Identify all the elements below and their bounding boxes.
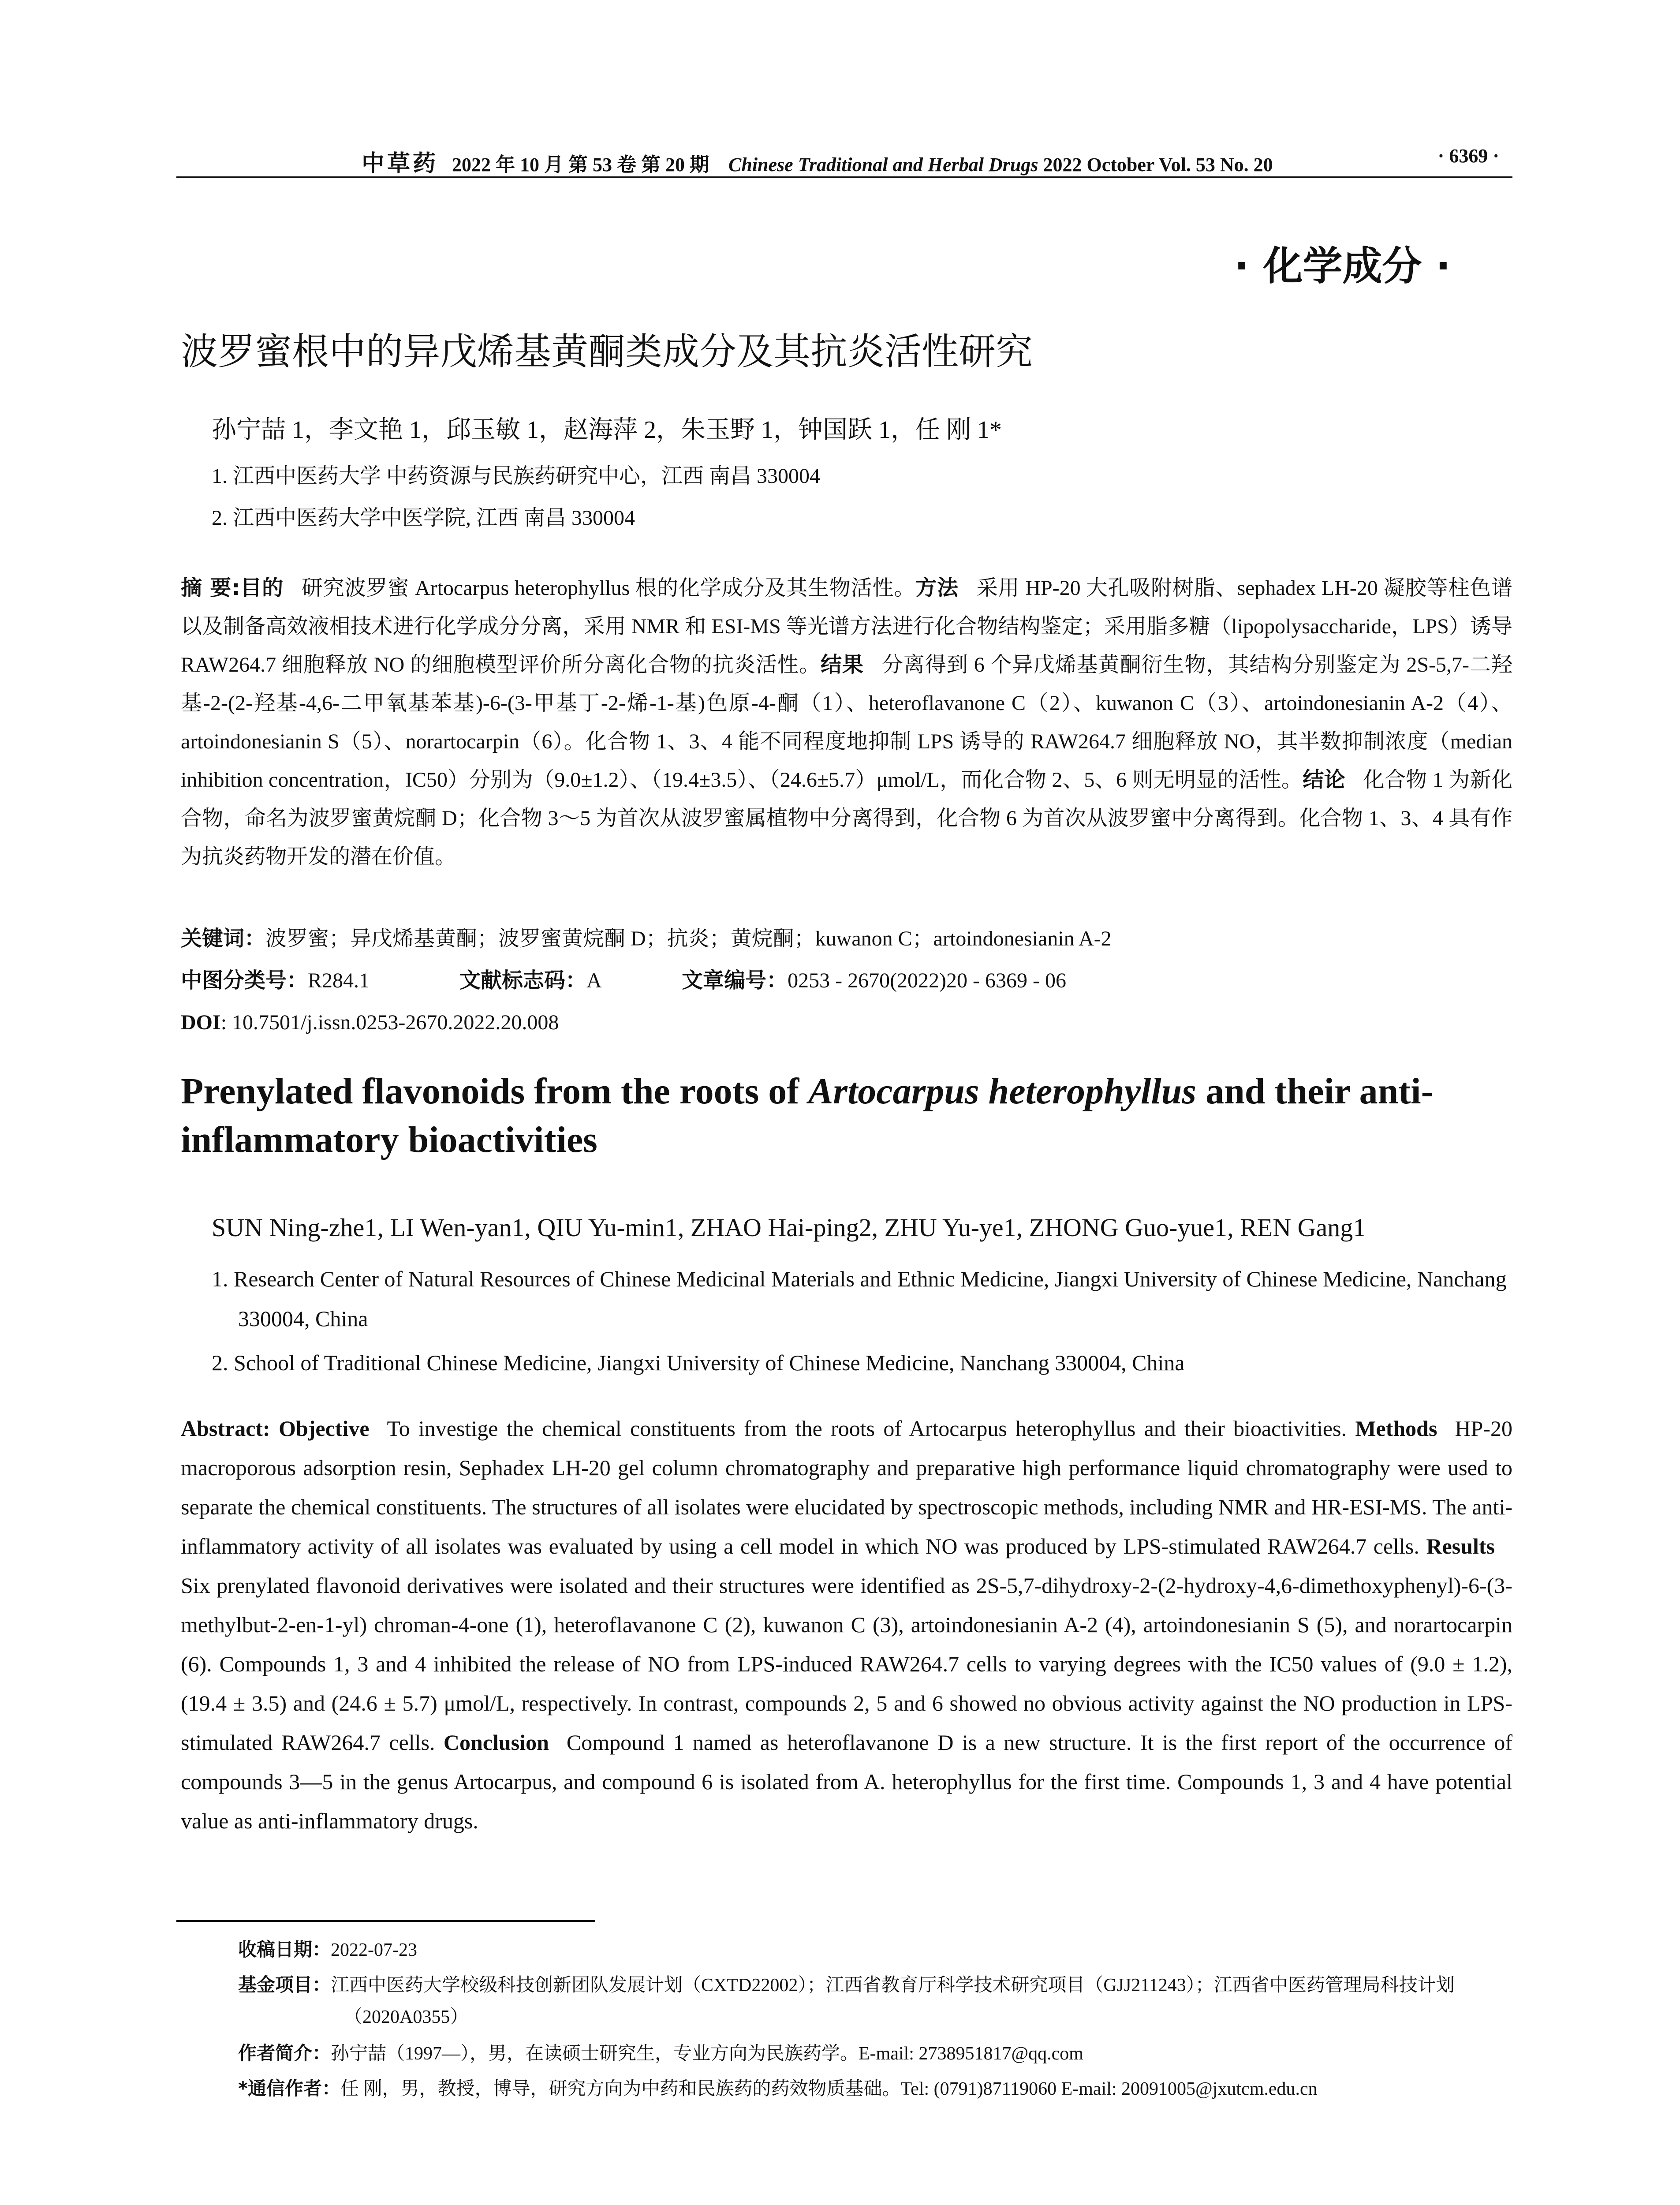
keywords-cn: [181, 919, 1512, 958]
title-en-part2: and their anti-inflammatory bioactivities: [181, 1071, 1434, 1160]
received-value: 2022-07-23: [331, 1940, 417, 1960]
authors-cn: 孙宁喆 1，李文艳 1，邱玉敏 1，赵海萍 2，朱玉野 1，钟国跃 1，任 刚 1*: [212, 416, 1002, 444]
classification-line: [181, 961, 1512, 1000]
received-label: 收稿日期：: [238, 1939, 331, 1960]
conclusion-text-cn: 化合物 1 为新化合物，命名为波罗蜜黄烷酮 D；化合物 3～5 为首次从波罗蜜属植物中分离得到，化合物 6 为首次从波罗蜜中分离得到。化合物 1、3、4 具有作为抗炎药物开发的潜在价值。: [181, 768, 1512, 868]
title-cn: 波罗蜜根中的异戊烯基黄酮类成分及其抗炎活性研究: [181, 330, 1033, 373]
affiliation-en-2: 2. School of Traditional Chinese Medicine, Jiangxi University of Chinese Medicine, Nanchang 330004, China: [212, 1350, 1185, 1375]
articleno-value: 0253 - 2670(2022)20 - 6369 - 06: [788, 969, 1066, 992]
journal-name-cn: 中草药: [362, 151, 439, 176]
doi-line: [181, 1003, 1512, 1042]
footnote-fund: [238, 1969, 1512, 2033]
authors-en: SUN Ning-zhe1, LI Wen-yan1, QIU Yu-min1, ZHAO Hai-ping2, ZHU Yu-ye1, ZHONG Guo-yue1, REN Gang1: [212, 1213, 1366, 1242]
footnote-bio: [238, 2037, 1512, 2070]
page-number: · 6369 ·: [1437, 145, 1499, 167]
methods-text-en: HP-20 macroporous adsorption resin, Sephadex LH-20 gel column chromatography and preparative high performance liquid chromatography were used to separate the chemical constituents. The structures of all isolates were elucidated by spectroscopic methods, including NMR and HR-ESI-MS. The anti-inflammatory activity of all isolates was evaluated by using a cell model in which NO was produced by LPS-stimulated RAW264.7 cells.: [181, 1416, 1513, 1558]
objective-text-cn: 研究波罗蜜 Artocarpus heterophyllus 根的化学成分及其生物活性。: [301, 576, 916, 600]
results-text-en: Six prenylated flavonoid derivatives were isolated and their structures were identified as 2S-5,7-dihydroxy-2-(2-hydroxy-4,6-dimethoxyphenyl)-6-(3-methylbut-2-en-1-yl) chroman-4-one (1), heteroflavanone C (2), kuwanon C (3), artoindonesianin A-2 (4), artoindonesianin S (5), and norartocarpin (6). Compounds 1, 3 and 4 inhibited the release of NO from LPS-induced RAW264.7 cells to varying degrees with the IC50 values of (9.0 ± 1.2), (19.4 ± 3.5) and (24.6 ± 5.7) μmol/L, respectively. In contrast, compounds 2, 5 and 6 showed no obvious activity against the NO production in LPS-stimulated RAW264.7 cells.: [181, 1573, 1512, 1755]
clc-value: R284.1: [308, 969, 370, 992]
objective-text-en: To investige the chemical constituents from the roots of Artocarpus heterophyllus and their bioactivities.: [387, 1416, 1347, 1441]
doi-value: : 10.7501/j.issn.0253-2670.2022.20.008: [220, 1011, 559, 1034]
affiliation-cn-2: 2. 江西中医药大学中医学院, 江西 南昌 330004: [212, 506, 635, 530]
bio-label: 作者简介：: [238, 2042, 331, 2064]
title-en: [181, 1067, 1512, 1164]
footnote-corresponding: [238, 2073, 1512, 2105]
clc-label: 中图分类号：: [181, 968, 308, 993]
running-header: [176, 141, 1512, 178]
journal-name-en: Chinese Traditional and Herbal Drugs: [728, 154, 1038, 176]
methods-label-cn: 方法: [915, 576, 959, 600]
fund-label: 基金项目：: [238, 1974, 331, 1996]
issue-en: 2022 October Vol. 53 No. 20: [1043, 154, 1273, 176]
title-en-part1: Prenylated flavonoids from the roots of: [181, 1071, 809, 1112]
corr-label: *通信作者：: [238, 2078, 340, 2099]
bio-value: 孙宁喆（1997—），男，在读硕士研究生，专业方向为民族药学。E-mail: 2738951817@qq.com: [331, 2044, 1083, 2064]
doi-label: DOI: [181, 1011, 221, 1034]
abstract-label-en: Abstract:: [181, 1416, 270, 1441]
objective-label-cn: 目的: [240, 576, 284, 600]
conclusion-label-cn: 结论: [1303, 767, 1346, 792]
corr-value: 任 刚，男，教授，博导，研究方向为中药和民族药的药效物质基础。Tel: (0791)87119060 E-mail: 20091005@jxutcm.edu.cn: [340, 2079, 1318, 2099]
abstract-cn: [181, 569, 1512, 876]
conclusion-label-en: Conclusion: [443, 1730, 549, 1755]
results-label-cn: 结果: [820, 652, 864, 677]
conclusion-text-en: Compound 1 named as heteroflavanone D is a new structure. It is the first report of the occurrence of compounds 3—5 in the genus Artocarpus, and compound 6 is isolated from A. heterophyllus for the first time. Compounds 1, 3 and 4 have potential value as anti-inflammatory drugs.: [181, 1730, 1513, 1833]
methods-label-en: Methods: [1355, 1416, 1437, 1441]
footnote-received: [238, 1934, 1512, 1966]
keywords-text-cn: 波罗蜜；异戊烯基黄酮；波罗蜜黄烷酮 D；抗炎；黄烷酮；kuwanon C；artoindonesianin A-2: [265, 927, 1112, 950]
results-text-cn: 分离得到 6 个异戊烯基黄酮衍生物，其结构分别鉴定为 2S-5,7-二羟基-2-(2-羟基-4,6-二甲氧基苯基)-6-(3-甲基丁-2-烯-1-基)色原-4-酮（1）、heteroflavanone C（2）、kuwanon C（3）、artoindonesianin A-2（4）、artoindonesianin S（5）、norartocarpin（6）。化合物 1、3、4 能不同程度地抑制 LPS 诱导的 RAW264.7 细胞释放 NO，其半数抑制浓度（median inhibition concentration，IC50）分别为（9.0±1.2）、（19.4±3.5）、（24.6±5.7）μmol/L，而化合物 2、5、6 则无明显的活性。: [181, 653, 1512, 792]
doccode-label: 文献标志码：: [459, 968, 587, 993]
abstract-label-cn: 摘 要:: [181, 576, 240, 600]
abstract-en: [181, 1409, 1512, 1841]
methods-text-cn: 采用 HP-20 大孔吸附树脂、sephadex LH-20 凝胶等柱色谱以及制备高效液相技术进行化学成分分离，采用 NMR 和 ESI-MS 等光谱方法进行化合物结构鉴定；采用脂多糖（lipopolysaccharide，LPS）诱导 RAW264.7 细胞释放 NO 的细胞模型评价所分离化合物的抗炎活性。: [181, 576, 1512, 676]
footnote-divider: [176, 1920, 595, 1922]
fund-value: 江西中医药大学校级科技创新团队发展计划（CXTD22002）；江西省教育厅科学技术研究项目（GJJ211243）；江西省中医药管理局科技计划（2020A0355）: [331, 1975, 1455, 2027]
affiliation-cn-1: 1. 江西中医药大学 中药资源与民族药研究中心，江西 南昌 330004: [212, 464, 821, 488]
results-label-en: Results: [1426, 1534, 1495, 1558]
title-en-species: Artocarpus heterophyllus: [808, 1071, 1197, 1112]
header-left: [362, 145, 1273, 178]
issue-cn: 2022 年 10 月 第 53 卷 第 20 期: [452, 154, 709, 176]
doccode-value: A: [586, 969, 601, 992]
articleno-label: 文章编号：: [682, 968, 788, 993]
keywords-label-cn: 关键词：: [181, 926, 266, 951]
affiliation-en-1: 1. Research Center of Natural Resources of Chinese Medicinal Materials and Ethnic Medicine, Jiangxi University of Chinese Medicine, Nanchang 330004, China: [212, 1267, 1507, 1331]
section-heading: · 化学成分 ·: [1234, 243, 1451, 289]
objective-label-en: Objective: [279, 1416, 370, 1441]
